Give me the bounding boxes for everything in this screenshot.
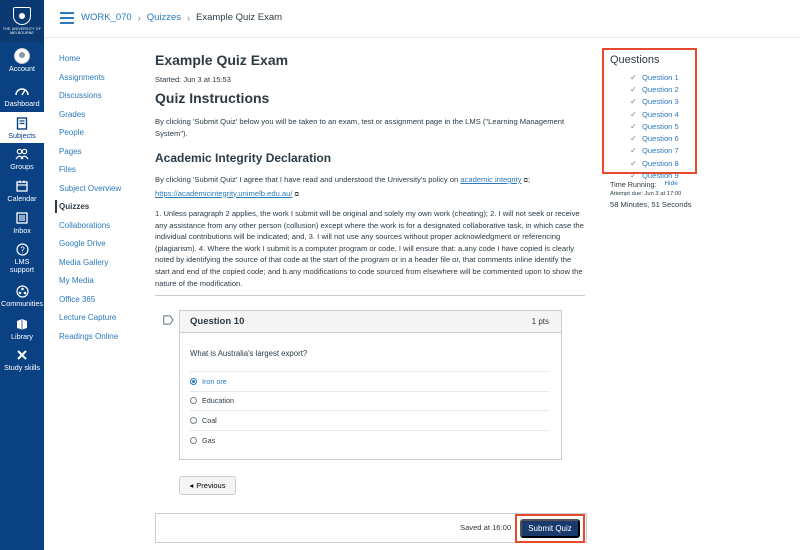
- course-nav-collaborations[interactable]: Collaborations: [59, 220, 111, 230]
- integrity-declaration-text: 1. Unless paragraph 2 applies, the work I submit will be original and solely my own work (cheating); 2. I will not seek or receive any assistance from any other person (collusion) except where the work is for a designated collaborative task, in which case the individual contributions will be indicated; and, 3. I will not use any sources without proper acknowledgment or referencing (plagiarism). 4. Where the work I submit is a computer program or code, I will ensure that: a.any code I have copied is clearly noted by identifying the source of that code at the start of the program or in a header file or, that comments inline identify the start and end of the copied code; and b.any modifications to code sourced from elsewhere will be commented upon to show the nature of the modification.: [155, 209, 584, 288]
- answer-option[interactable]: [190, 372, 549, 392]
- tools-icon: [16, 347, 28, 363]
- check-icon: ✓: [630, 121, 637, 131]
- logo-line-1: THE UNIVERSITY OF: [2, 27, 42, 31]
- check-icon: ✓: [630, 97, 637, 107]
- breadcrumb-current: Example Quiz Exam: [196, 12, 283, 23]
- chevron-left-icon: ◂: [189, 481, 194, 490]
- global-nav-library[interactable]: [0, 316, 44, 341]
- question-nav-label: Question 6: [642, 134, 679, 144]
- started-time: Started: Jun 3 at 15:53: [155, 75, 231, 84]
- global-nav-label: Study skills: [4, 363, 40, 372]
- global-nav-dashboard[interactable]: [0, 83, 44, 108]
- check-icon: ✓: [630, 171, 637, 181]
- course-nav-home[interactable]: Home: [59, 54, 81, 63]
- course-nav-google-drive[interactable]: Google Drive: [59, 239, 106, 248]
- question-points: 1 pts: [531, 317, 549, 326]
- answer-list: [190, 371, 549, 450]
- global-nav-label: Groups: [10, 162, 34, 171]
- course-nav-assignments[interactable]: Assignments: [59, 72, 105, 82]
- course-nav-discussions[interactable]: Discussions: [59, 91, 102, 100]
- svg-text:?: ?: [19, 245, 25, 254]
- academic-integrity-url-link[interactable]: https://academicintegrity.unimelb.edu.au/: [155, 188, 293, 198]
- previous-button[interactable]: [179, 476, 236, 495]
- course-nav-people[interactable]: People: [59, 128, 84, 137]
- questions-panel: [602, 48, 697, 181]
- submit-quiz-button[interactable]: Submit Quiz: [520, 519, 580, 538]
- question-nav-item[interactable]: [630, 120, 679, 132]
- instructions-text: By clicking 'Submit Quiz' below you will be taken to an exam, test or assignment page in the LMS ("Learning Management System").: [155, 117, 565, 138]
- avatar-icon: [14, 48, 30, 64]
- check-icon: ✓: [630, 158, 637, 168]
- divider: [155, 295, 585, 296]
- questions-panel-title: Questions: [610, 54, 660, 66]
- global-nav-label: Subjects: [8, 131, 36, 140]
- course-nav-readings-online[interactable]: Readings Online: [59, 331, 119, 341]
- breadcrumb-course[interactable]: WORK_070: [81, 12, 132, 23]
- university-logo[interactable]: [0, 0, 44, 42]
- global-nav-label: LMS support: [10, 257, 34, 274]
- global-nav-label: Library: [11, 332, 33, 341]
- course-nav: [59, 54, 149, 350]
- inbox-icon: [16, 210, 28, 226]
- question-nav-item[interactable]: [630, 108, 679, 120]
- page-title: Example Quiz Exam: [155, 52, 289, 68]
- saved-status: Saved at 16:00: [460, 523, 512, 532]
- library-icon: [16, 316, 28, 332]
- book-icon: [16, 115, 28, 131]
- dashboard-icon: [15, 83, 29, 99]
- global-nav-label: Calendar: [7, 194, 37, 203]
- radio-button[interactable]: [190, 397, 197, 404]
- logo-text: [3, 27, 41, 35]
- check-icon: ✓: [630, 84, 637, 94]
- global-nav: [0, 0, 44, 550]
- question-list: [630, 71, 679, 182]
- integrity-intro-text: By clicking 'Submit Quiz' I agree that I have read and understood the University's policy on: [155, 175, 459, 184]
- communities-icon: [16, 283, 29, 299]
- breadcrumb-separator: ›: [187, 12, 191, 23]
- question-card: [179, 310, 562, 460]
- global-nav-lms-support[interactable]: [0, 241, 44, 274]
- question-nav-label: Question 8: [642, 158, 679, 168]
- answer-option[interactable]: [190, 431, 549, 451]
- global-nav-label: Dashboard: [4, 99, 40, 108]
- course-nav-grades[interactable]: Grades: [59, 109, 86, 119]
- question-nav-item[interactable]: [630, 157, 679, 169]
- course-nav-media-gallery[interactable]: Media Gallery: [59, 257, 109, 267]
- global-nav-inbox[interactable]: [0, 210, 44, 235]
- external-link-icon: ⧉: [294, 191, 299, 198]
- answer-label: Coal: [202, 415, 217, 425]
- time-running-panel: [610, 180, 720, 209]
- global-nav-calendar[interactable]: [0, 178, 44, 203]
- course-nav-quizzes[interactable]: Quizzes: [59, 202, 149, 221]
- radio-button[interactable]: [190, 437, 197, 444]
- question-nav-item[interactable]: [630, 83, 679, 95]
- previous-button-label: Previous: [196, 481, 226, 490]
- question-nav-label: Question 3: [642, 97, 679, 107]
- top-bar: [44, 0, 800, 38]
- calendar-icon: [16, 178, 28, 194]
- global-nav-label: Inbox: [13, 226, 31, 235]
- help-icon: [16, 241, 29, 257]
- external-link-icon: ⧉: [523, 178, 528, 184]
- question-nav-item[interactable]: [630, 145, 679, 157]
- global-nav-communities[interactable]: [0, 283, 44, 308]
- crest-icon: [13, 7, 31, 25]
- course-nav-lecture-capture[interactable]: Lecture Capture: [59, 313, 117, 322]
- breadcrumb-separator: ›: [137, 12, 141, 23]
- question-nav-item[interactable]: [630, 96, 679, 108]
- submit-bar: [155, 513, 587, 543]
- time-running-label: Time Running:: [610, 180, 657, 189]
- course-nav-office-365[interactable]: Office 365: [59, 294, 96, 304]
- check-icon: ✓: [630, 72, 637, 82]
- course-nav-pages[interactable]: Pages: [59, 146, 82, 156]
- global-nav-study-skills[interactable]: [0, 347, 44, 372]
- flag-question-icon[interactable]: [163, 315, 174, 325]
- time-remaining: 58 Minutes, 51 Seconds: [610, 200, 692, 209]
- answer-option[interactable]: [190, 392, 549, 412]
- check-icon: ✓: [630, 134, 637, 144]
- question-nav-item[interactable]: [630, 71, 679, 83]
- answer-label: Iron ore: [202, 376, 227, 386]
- course-nav-files[interactable]: Files: [59, 165, 76, 174]
- quiz-content: [155, 52, 587, 296]
- check-icon: ✓: [630, 146, 637, 156]
- question-title: Question 10: [190, 316, 245, 327]
- answer-option[interactable]: [190, 411, 549, 431]
- integrity-title: Academic Integrity Declaration: [155, 151, 332, 165]
- groups-icon: [15, 146, 29, 162]
- submit-highlight: [515, 514, 585, 543]
- global-nav-account[interactable]: [0, 48, 44, 73]
- logo-line-2: MELBOURNE: [10, 31, 34, 35]
- question-header: [180, 311, 561, 333]
- global-nav-label: Communities: [1, 299, 43, 308]
- academic-integrity-link[interactable]: academic integrity: [460, 175, 522, 184]
- question-nav-label: Question 4: [642, 109, 679, 119]
- integrity-semicolon: ;: [527, 175, 531, 184]
- radio-button-checked[interactable]: [190, 378, 197, 385]
- hide-timer-link[interactable]: Hide: [664, 180, 678, 187]
- global-nav-groups[interactable]: [0, 146, 44, 171]
- answer-label: Gas: [202, 435, 216, 445]
- global-nav-label: Account: [9, 64, 35, 73]
- question-nav-label: Question 5: [642, 121, 679, 131]
- global-nav-subjects[interactable]: [0, 112, 44, 143]
- question-nav-label: Question 2: [642, 84, 679, 94]
- breadcrumb: [81, 12, 282, 23]
- instructions-title: Quiz Instructions: [155, 90, 270, 106]
- attempt-due: Attempt due: Jun 3 at 17:00: [610, 191, 682, 197]
- check-icon: ✓: [630, 109, 637, 119]
- integrity-intro: [155, 174, 587, 201]
- question-nav-label: Question 1: [642, 72, 679, 82]
- course-nav-subject-overview[interactable]: Subject Overview: [59, 183, 122, 193]
- question-text: What is Australia's largest export?: [190, 349, 308, 358]
- question-nav-item[interactable]: [630, 132, 679, 144]
- course-nav-my-media[interactable]: My Media: [59, 276, 94, 285]
- answer-label: Education: [202, 396, 234, 406]
- radio-button[interactable]: [190, 417, 197, 424]
- hamburger-menu-icon[interactable]: [60, 12, 74, 24]
- breadcrumb-quizzes[interactable]: Quizzes: [146, 12, 182, 23]
- question-nav-label: Question 7: [642, 146, 679, 156]
- question-nav-label: Question 9: [642, 171, 679, 181]
